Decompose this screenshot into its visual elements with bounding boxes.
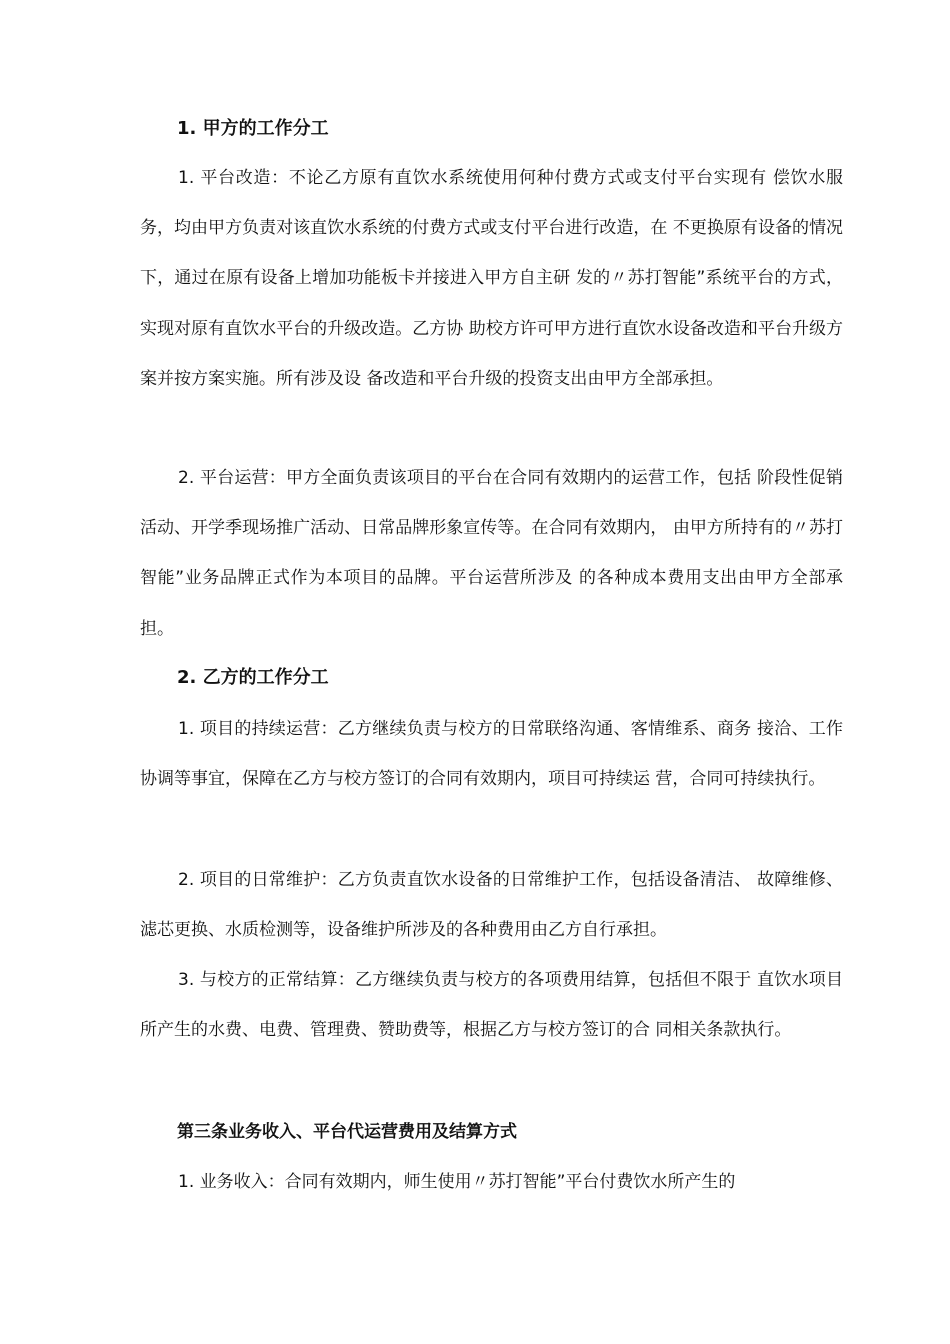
section-heading-party-a: 1. 甲方的工作分工: [177, 118, 329, 139]
paragraph-continuous-operation: 1. 项目的持续运营：乙方继续负责与校方的日常联络沟通、客情维系、商务 接洽、工作协调等事宜，保障在乙方与校方签订的合同有效期内，项目可持续运 营，合同可持续执行。: [140, 719, 843, 790]
paragraph-platform-renovation: 1. 平台改造：不论乙方原有直饮水系统使用何种付费方式或支付平台实现有 偿饮水服务，均由甲方负责对该直饮水系统的付费方式或支付平台进行改造，在 不更换原有设备的情况下，通过在原有设备上增加功能板卡并接进入甲方自主研 发的〃苏打智能”系统平台的方式，实现对原有直饮水平台的升级改造。乙方协 助校方许可甲方进行直饮水设备改造和平台升级方案并按方案实施。所有涉及设 备改造和平台升级的投资支出由甲方全部承担。: [140, 168, 843, 389]
paragraph-business-revenue: 1. 业务收入：合同有效期内，师生使用〃苏打智能”平台付费饮水所产生的: [178, 1172, 736, 1192]
paragraph-daily-maintenance: 2. 项目的日常维护：乙方负责直饮水设备的日常维护工作，包括设备清洁、 故障维修、滤芯更换、水质检测等，设备维护所涉及的各种费用由乙方自行承担。: [140, 870, 843, 941]
article-heading-revenue: 第三条业务收入、平台代运营费用及结算方式: [177, 1122, 517, 1142]
section-heading-party-b: 2. 乙方的工作分工: [177, 667, 329, 688]
paragraph-school-settlement: 3. 与校方的正常结算：乙方继续负责与校方的各项费用结算，包括但不限于 直饮水项目所产生的水费、电费、管理费、赞助费等，根据乙方与校方签订的合 同相关条款执行。: [140, 970, 843, 1041]
paragraph-platform-operation: 2. 平台运营：甲方全面负责该项目的平台在合同有效期内的运营工作，包括 阶段性促销活动、开学季现场推广活动、日常品牌形象宣传等。在合同有效期内， 由甲方所持有的〃苏打智能”业务品牌正式作为本项目的品牌。平台运营所涉及 的各种成本费用支出由甲方全部承担。: [140, 468, 843, 639]
